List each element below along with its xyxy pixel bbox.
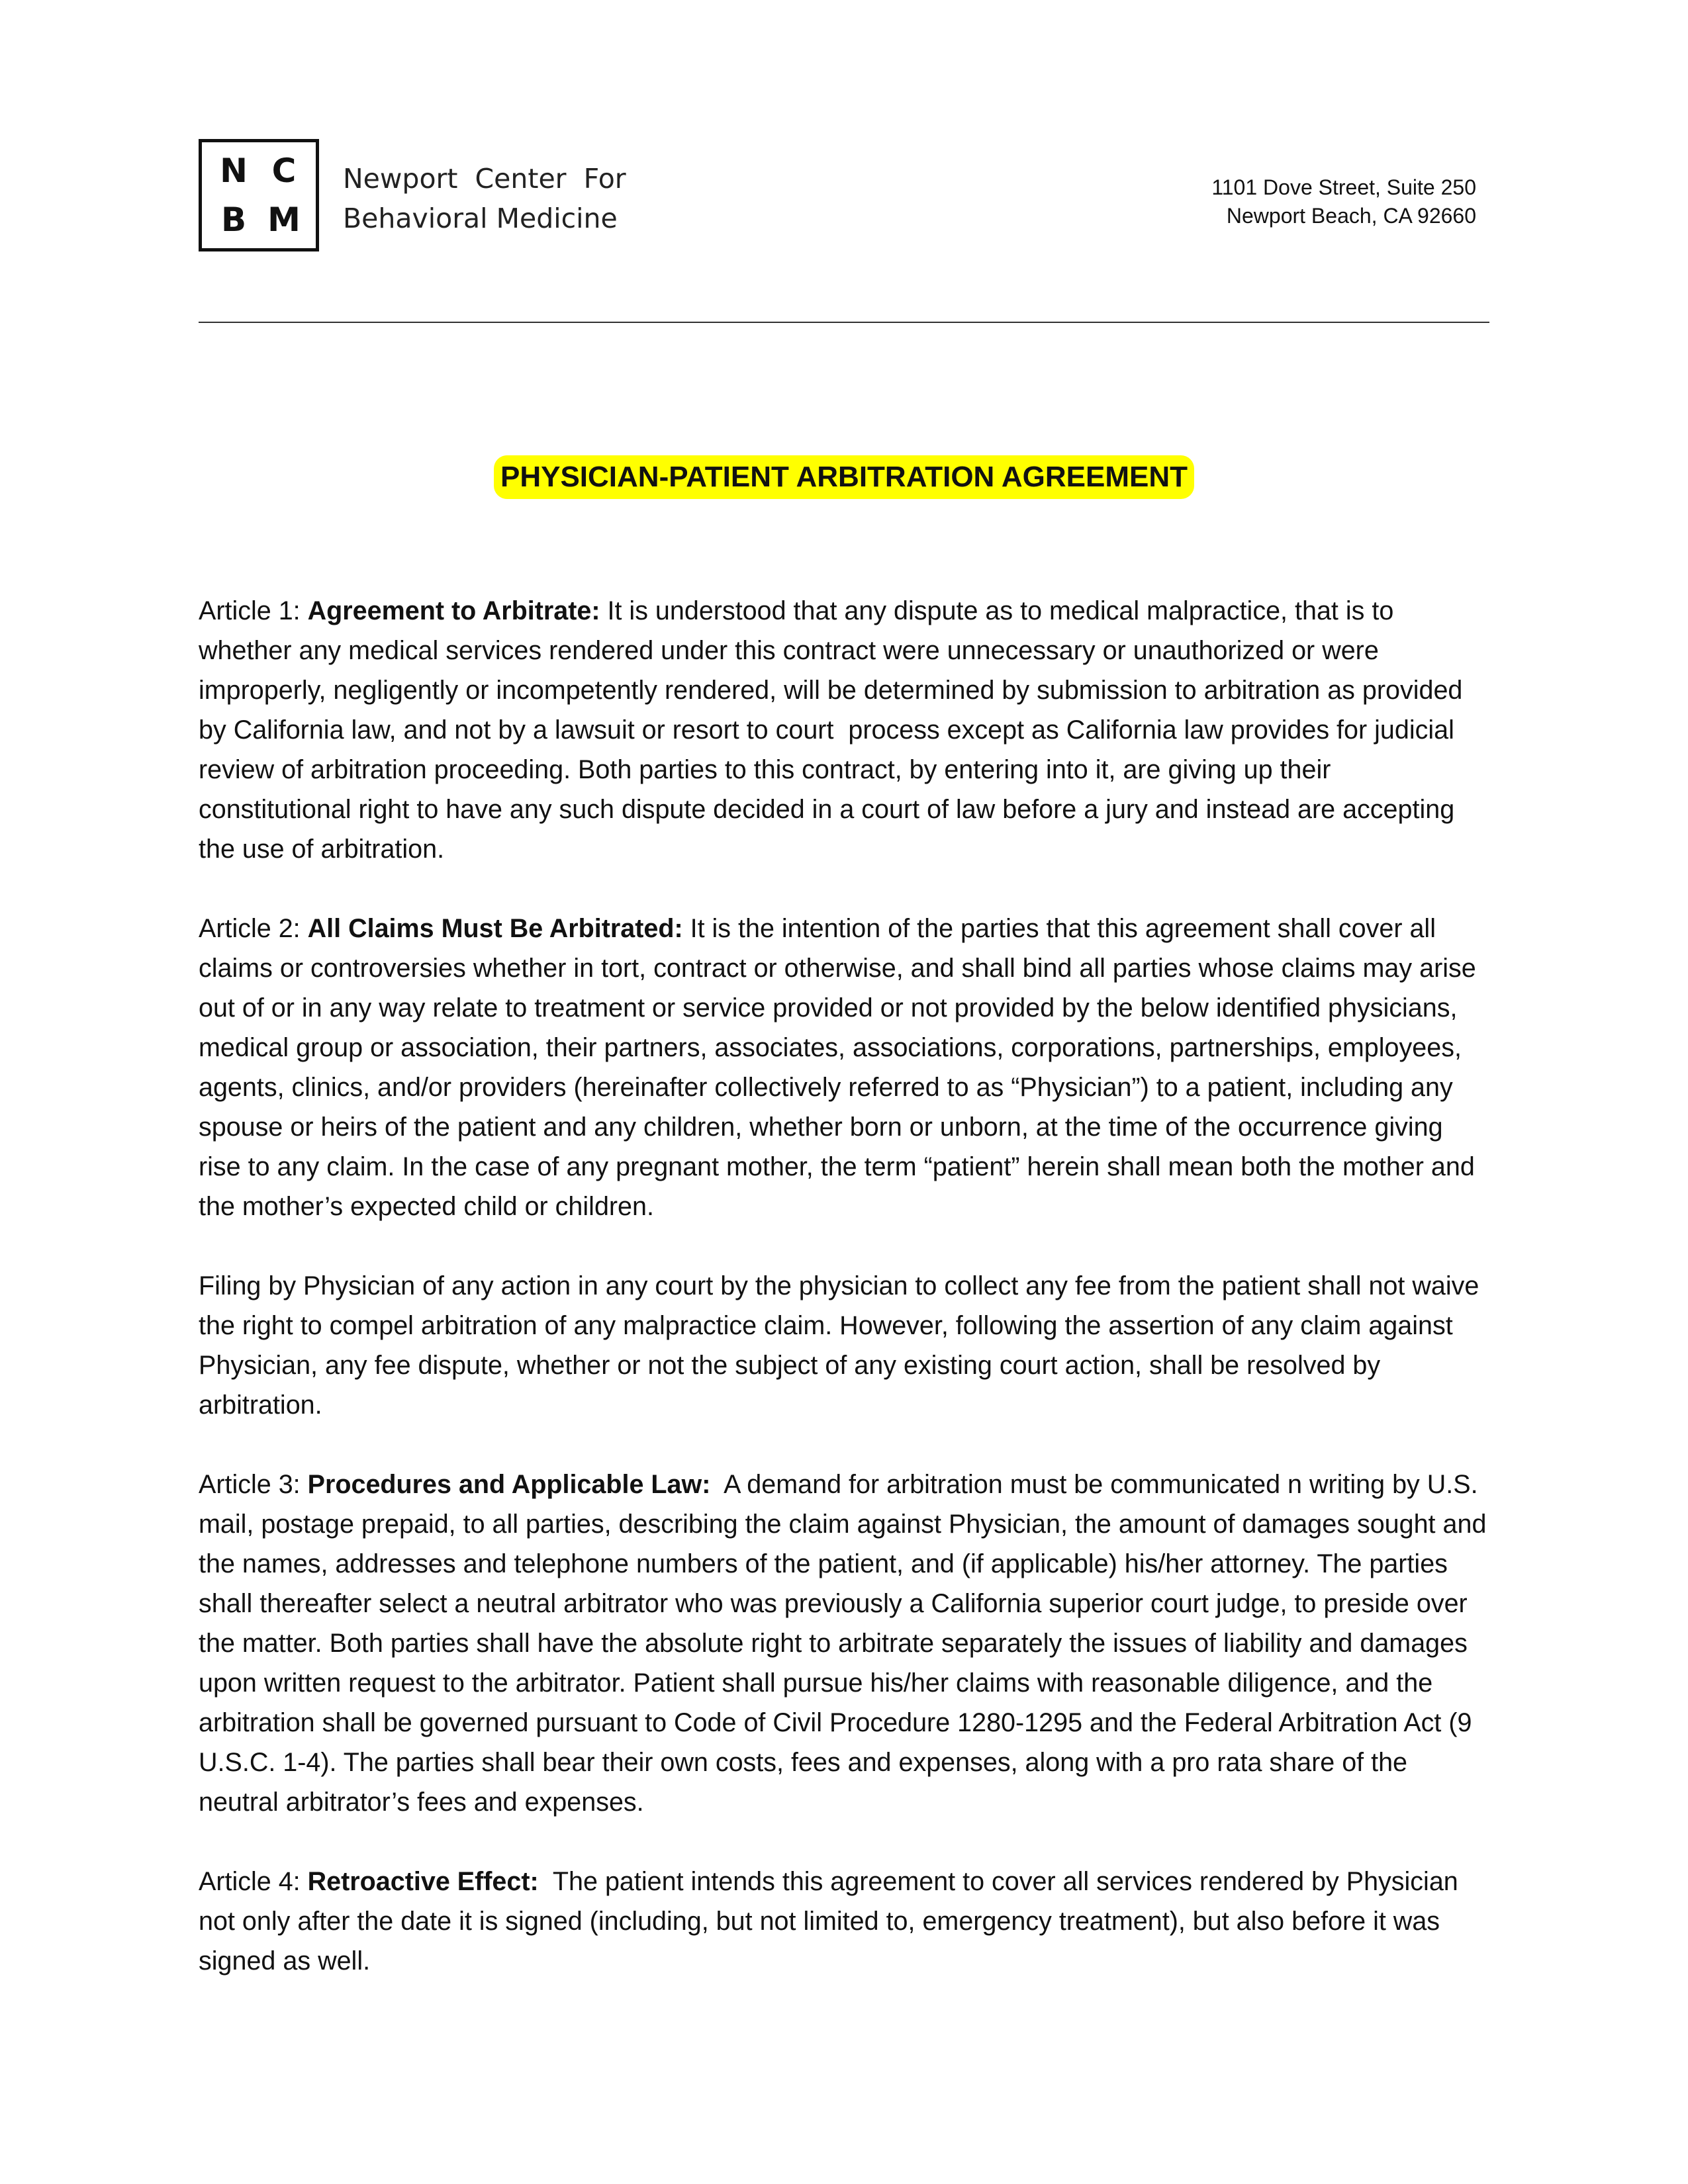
article-text: A demand for arbitration must be communicated n writing by U.S. mail, postage prepaid, to all parties, describing the claim against Physician, the amount of damages sought and the names, addresses and telephone numbers of the patient, and (if applicable) his/her attorney. The parties shall thereafter select a neutral arbitrator who was previously a California superior court judge, to preside over the matter. Both parties shall have the absolute right to arbitrate separately the issues of liability and damages upon written request to the arbitrator. Patient shall pursue his/her claims with reasonable diligence, and the arbitration shall be governed pursuant to Code of Civil Procedure 1280-1295 and the Federal Arbitration Act (9 U.S.C. 1-4). The parties shall bear their own costs, fees and expenses, along with a pro rata share of the neutral arbitrator’s fees and expenses. (199, 1470, 1494, 1817)
article-text: It is understood that any dispute as to medical malpractice, that is to whether any medical services rendered under this contract were unnecessary or unauthorized or were improperly, negligently or incompetently rendered, will be determined by submission to arbitration as provided by California law, and not by a lawsuit or resort to court process except as California law provides for judicial review of arbitration proceeding. Both parties to this contract, by entering into it, are giving up their constitutional right to have any such dispute decided in a court of law before a jury and instead are accepting the use of arbitration. (199, 596, 1470, 864)
article-text: The patient intends this agreement to cover all services rendered by Physician not only after the date it is signed (including, but not limited to, emergency treatment), but also before it was signed as well. (199, 1867, 1466, 1976)
article-prefix: Article 3: (199, 1470, 308, 1499)
organization-address (1211, 173, 1476, 230)
title-container (0, 455, 1688, 499)
logo-letter-m: M (267, 201, 301, 239)
agreement-body (199, 591, 1494, 2021)
address-line2: Newport Beach, CA 92660 (1226, 204, 1476, 228)
logo-letter-n: N (220, 152, 248, 190)
paragraph-text: Filing by Physician of any action in any court by the physician to collect any fee from the patient shall not waive the right to compel arbitration of any malpractice claim. However, following the assertion of any claim against Physician, any fee dispute, whether or not the subject of any existing court action, shall be resolved by arbitration. (199, 1271, 1487, 1420)
document-title: PHYSICIAN-PATIENT ARBITRATION AGREEMENT (494, 455, 1194, 499)
letterhead (199, 139, 1489, 258)
header-divider (199, 322, 1489, 323)
article-heading: Procedures and Applicable Law: (307, 1470, 711, 1499)
article-heading: All Claims Must Be Arbitrated: (307, 914, 683, 943)
article-heading: Retroactive Effect: (307, 1867, 539, 1896)
organization-name-line2: Behavioral Medicine (343, 203, 618, 234)
ncbm-logo (199, 139, 319, 251)
article-4-paragraph (199, 1862, 1489, 1981)
logo-letter-b: B (220, 201, 247, 239)
article-text: It is the intention of the parties that this agreement shall cover all claims or controversies whether in tort, contract or otherwise, and shall bind all parties whose claims may arise out of or in any way relate to treatment or service provided or not provided by the below identified physicians, medical group or association, their partners, associates, associations, corporations, partnerships, employees, agents, clinics, and/or providers (hereinafter collectively referred to as “Physician”) to a patient, including any spouse or heirs of the patient and any children, whether born or unborn, at the time of the occurrence giving rise to any claim. In the case of any pregnant mother, the term “patient” herein shall mean both the mother and the mother’s expected child or children. (199, 914, 1483, 1221)
article-1-paragraph (199, 591, 1489, 869)
logo-letter-c: C (271, 152, 297, 190)
address-line1: 1101 Dove Street, Suite 250 (1211, 175, 1476, 199)
organization-name-line1: Newport Center For (343, 163, 626, 195)
article-prefix: Article 4: (199, 1867, 308, 1896)
article-prefix: Article 2: (199, 914, 308, 943)
article-3-paragraph (199, 1465, 1494, 1822)
organization-name (343, 159, 626, 238)
article-prefix: Article 1: (199, 596, 308, 625)
article-heading: Agreement to Arbitrate: (307, 596, 600, 625)
fee-dispute-paragraph (199, 1266, 1489, 1425)
article-2-paragraph (199, 909, 1489, 1226)
